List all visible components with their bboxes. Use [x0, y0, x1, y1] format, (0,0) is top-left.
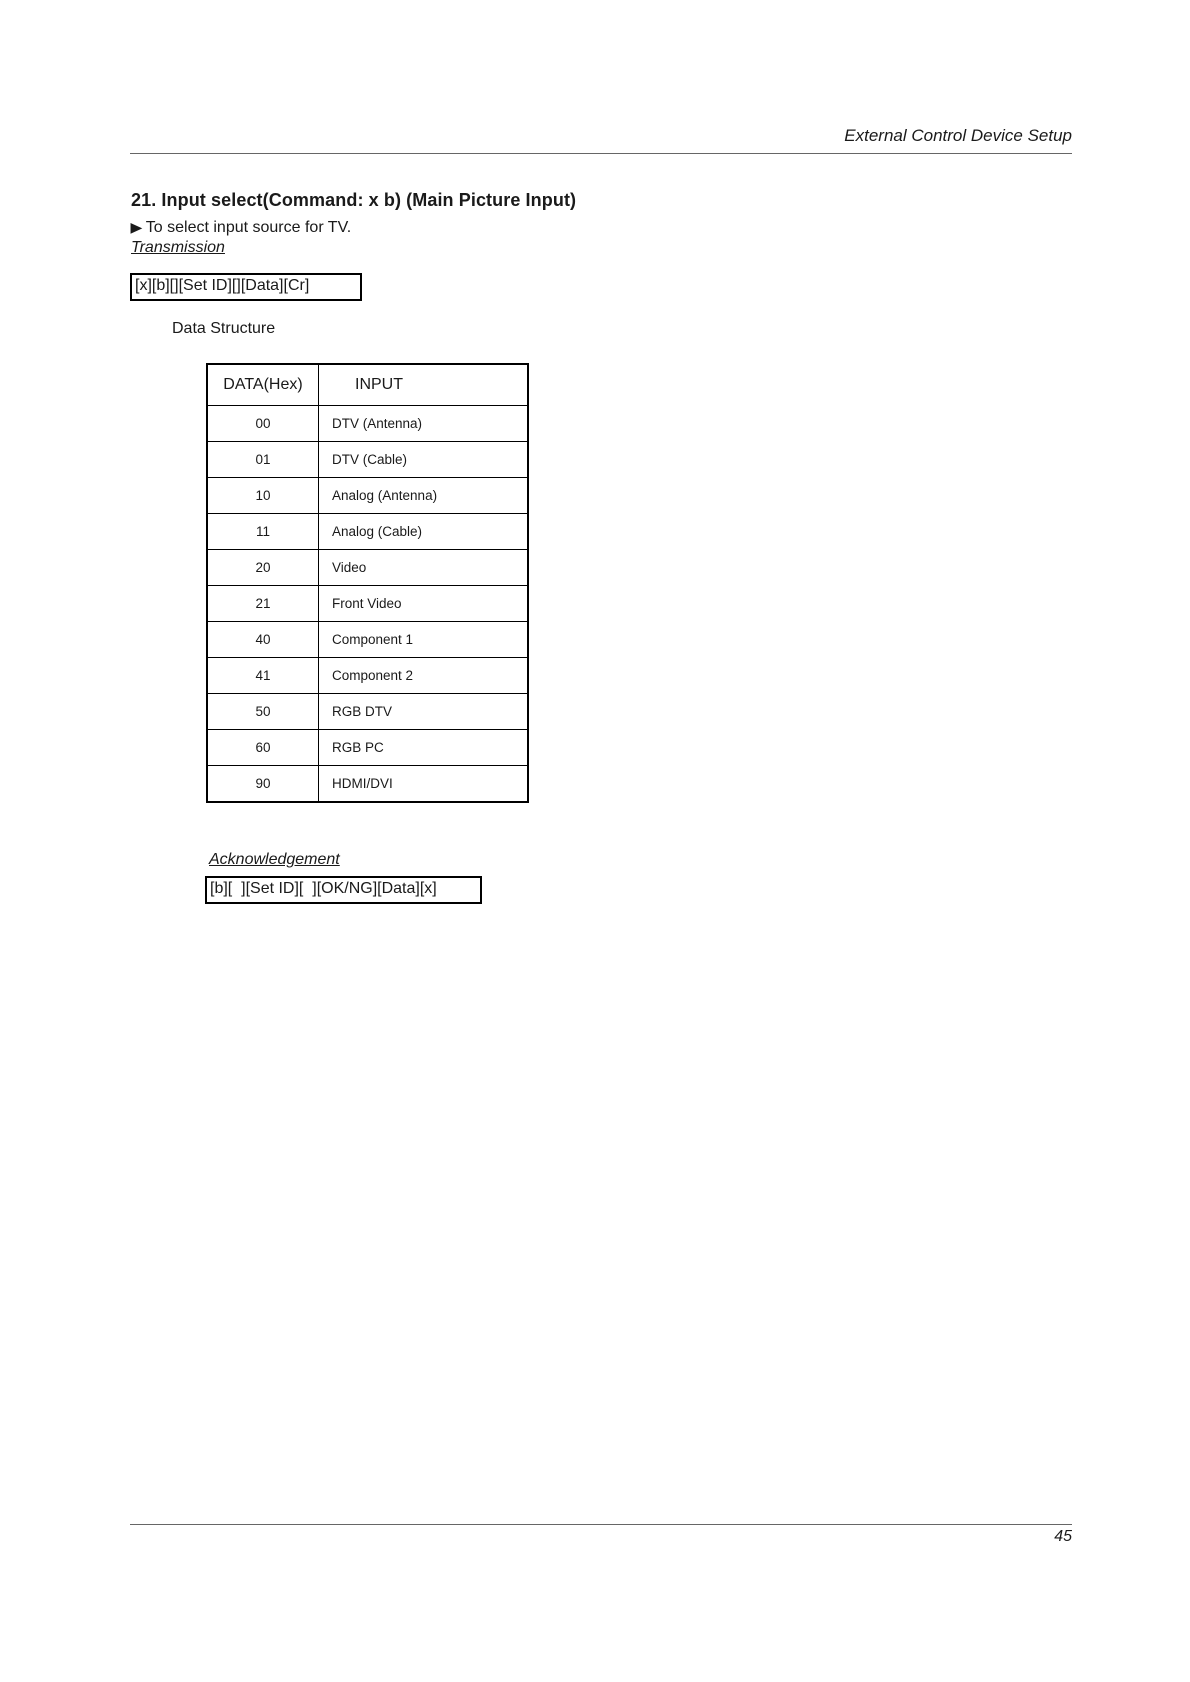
table-row: [207, 766, 528, 803]
hex-cell: 60: [207, 730, 319, 766]
data-structure-table: [206, 363, 529, 803]
table-row: [207, 514, 528, 550]
transmission-code-box: [x][b][][Set ID][][Data][Cr]: [130, 273, 362, 301]
hex-cell: 20: [207, 550, 319, 586]
table-row: [207, 406, 528, 442]
hex-cell: 21: [207, 586, 319, 622]
table-row: [207, 478, 528, 514]
input-cell: Video: [319, 550, 529, 586]
input-cell: Component 1: [319, 622, 529, 658]
footer-rule: [130, 1524, 1072, 1525]
table-row: [207, 730, 528, 766]
page-header-title: External Control Device Setup: [844, 126, 1072, 145]
table-row: [207, 550, 528, 586]
hex-cell: 50: [207, 694, 319, 730]
table-row: [207, 586, 528, 622]
table-row: [207, 658, 528, 694]
hex-cell: 10: [207, 478, 319, 514]
column-header-input: INPUT: [319, 364, 529, 406]
hex-cell: 90: [207, 766, 319, 803]
hex-cell: 41: [207, 658, 319, 694]
header-rule: [130, 153, 1072, 154]
section-title: 21. Input select(Command: x b) (Main Picture Input): [131, 190, 577, 210]
transmission-label: Transmission: [131, 239, 225, 256]
page-number: 45: [1054, 1528, 1072, 1545]
table-row: [207, 694, 528, 730]
intro-line: [131, 219, 351, 237]
input-cell: Analog (Cable): [319, 514, 529, 550]
hex-cell: 11: [207, 514, 319, 550]
input-cell: Component 2: [319, 658, 529, 694]
input-cell: DTV (Antenna): [319, 406, 529, 442]
table-row: [207, 622, 528, 658]
data-structure-label: Data Structure: [172, 320, 276, 337]
intro-text: To select input source for TV.: [145, 219, 352, 236]
hex-cell: 40: [207, 622, 319, 658]
input-cell: RGB PC: [319, 730, 529, 766]
input-cell: DTV (Cable): [319, 442, 529, 478]
hex-cell: 00: [207, 406, 319, 442]
table-header-row: [207, 364, 528, 406]
hex-cell: 01: [207, 442, 319, 478]
input-cell: HDMI/DVI: [319, 766, 529, 803]
play-arrow-icon: ▶: [130, 219, 143, 235]
acknowledgement-code-box: [b][ ][Set ID][ ][OK/NG][Data][x]: [205, 876, 482, 904]
input-cell: Front Video: [319, 586, 529, 622]
input-cell: RGB DTV: [319, 694, 529, 730]
table-row: [207, 442, 528, 478]
acknowledgement-label: Acknowledgement: [209, 851, 340, 868]
input-cell: Analog (Antenna): [319, 478, 529, 514]
column-header-data-hex: DATA(Hex): [207, 364, 319, 406]
